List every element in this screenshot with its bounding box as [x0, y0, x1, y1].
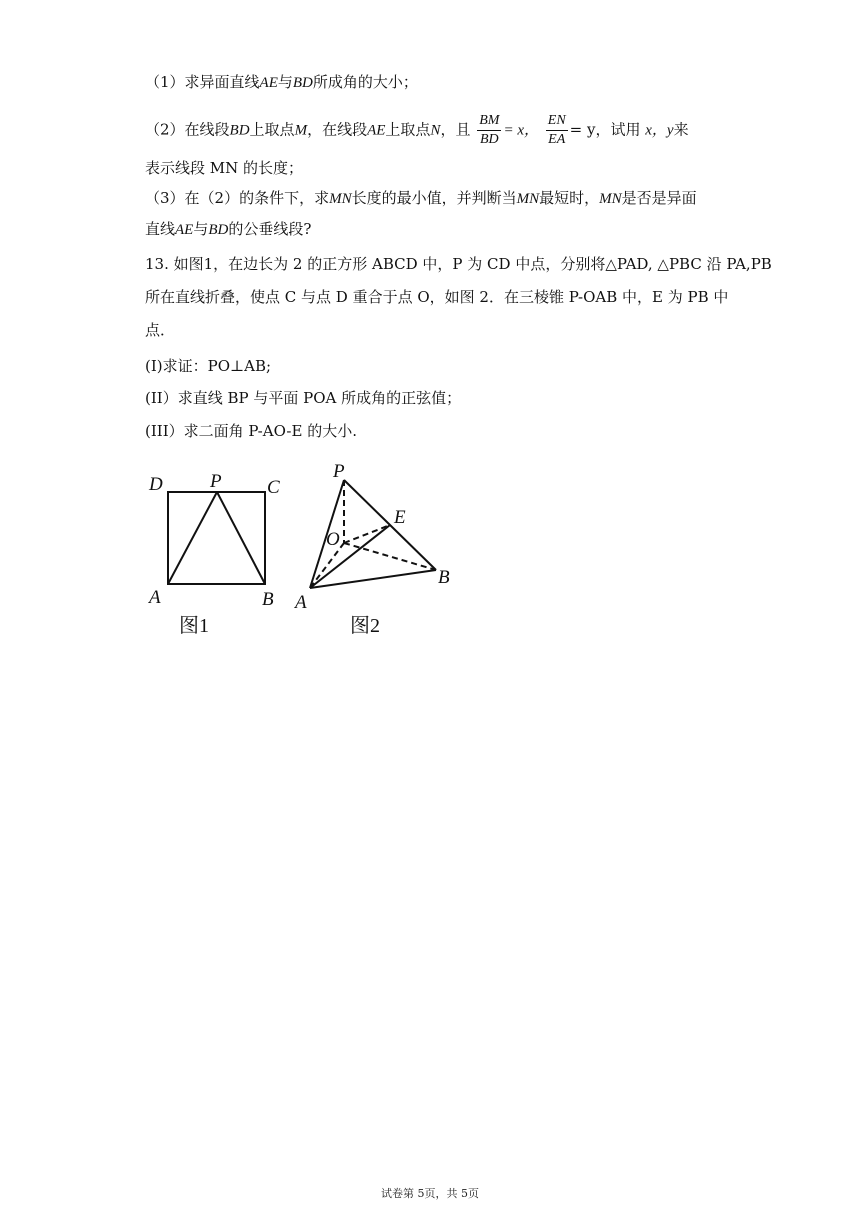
label-a2: A	[295, 592, 307, 613]
segment-ap	[168, 492, 217, 584]
q13-line2: 所在直线折叠，使点 C 与点 D 重合于点 O，如图 2．在三棱锥 P-OAB 中，E 为 PB 中	[145, 288, 729, 306]
text: 与	[277, 73, 293, 91]
text: 直线	[145, 220, 176, 238]
var-ae: AE	[259, 75, 278, 91]
label-p2: P	[333, 461, 345, 482]
label-c: C	[267, 477, 280, 498]
frac-num: EN	[546, 112, 568, 131]
eq-x: = x，	[503, 122, 539, 139]
var-m: M	[294, 122, 308, 139]
text: 所成角的大小；	[312, 73, 418, 91]
label-b: B	[262, 589, 274, 610]
text: ，在线段	[307, 120, 368, 139]
text: （3）在（2）的条件下，求	[145, 189, 330, 207]
q12-part1	[145, 72, 720, 93]
q12-part2	[145, 112, 720, 149]
q12-part3	[145, 188, 720, 209]
text: 上取点	[249, 120, 295, 139]
text: （1）求异面直线	[145, 73, 260, 91]
var-bd: BD	[292, 75, 313, 91]
segment-oe	[344, 525, 390, 543]
label-a: A	[149, 587, 161, 608]
text: 上取点	[385, 120, 431, 139]
label-d: D	[149, 474, 163, 495]
page-footer: 试卷第 5页，共 5页	[381, 1187, 479, 1200]
q13-part3: (III）求二面角 P-AO-E 的大小.	[145, 422, 357, 440]
var-mn: MN	[599, 191, 622, 207]
geometry-figure	[140, 455, 470, 645]
var-n: N	[430, 122, 441, 139]
text: 是否是异面	[621, 189, 697, 207]
frac-den: BD	[480, 132, 499, 147]
fraction-bm-bd	[477, 112, 501, 149]
var-ae: AE	[175, 222, 194, 238]
square-abcd	[168, 492, 265, 584]
caption-fig1: 图1	[179, 615, 209, 637]
q13-line3: 点．	[145, 321, 176, 339]
figure-1-square	[168, 492, 265, 584]
q13-part2: (II）求直线 BP 与平面 POA 所成角的正弦值；	[145, 389, 462, 407]
vars-xy: x，y	[645, 122, 674, 139]
caption-fig2: 图2	[350, 615, 380, 637]
text: 长度的最小值，并判断当	[351, 189, 517, 207]
frac-num: BM	[477, 112, 501, 131]
text: 最短时，	[539, 189, 600, 207]
text: 与	[193, 220, 209, 238]
var-ae: AE	[367, 122, 386, 139]
label-o: O	[326, 529, 340, 550]
q13-line1: 13. 如图1，在边长为 2 的正方形 ABCD 中，P 为 CD 中点，分别将△PAD, △PBC 沿 PA,PB	[145, 255, 772, 273]
segment-bp	[217, 492, 265, 584]
text: 来	[673, 120, 689, 139]
text: （2）在线段	[145, 120, 230, 139]
q12-part3-line2	[145, 219, 720, 240]
label-p: P	[210, 471, 222, 492]
q13-part1: (I)求证：PO⊥AB;	[145, 357, 272, 375]
fraction-en-ea	[546, 112, 568, 149]
label-b2: B	[438, 567, 450, 588]
text: 的公垂线段?	[228, 220, 312, 238]
label-e: E	[394, 507, 406, 528]
q12-part2-line2: 表示线段 MN 的长度；	[145, 159, 304, 177]
var-bd: BD	[208, 222, 229, 238]
frac-den: EA	[548, 132, 566, 147]
var-mn: MN	[516, 191, 540, 207]
var-bd: BD	[229, 122, 250, 139]
text: ，且	[440, 120, 471, 139]
var-mn: MN	[329, 191, 352, 207]
eq-y: = y，试用	[569, 120, 641, 139]
